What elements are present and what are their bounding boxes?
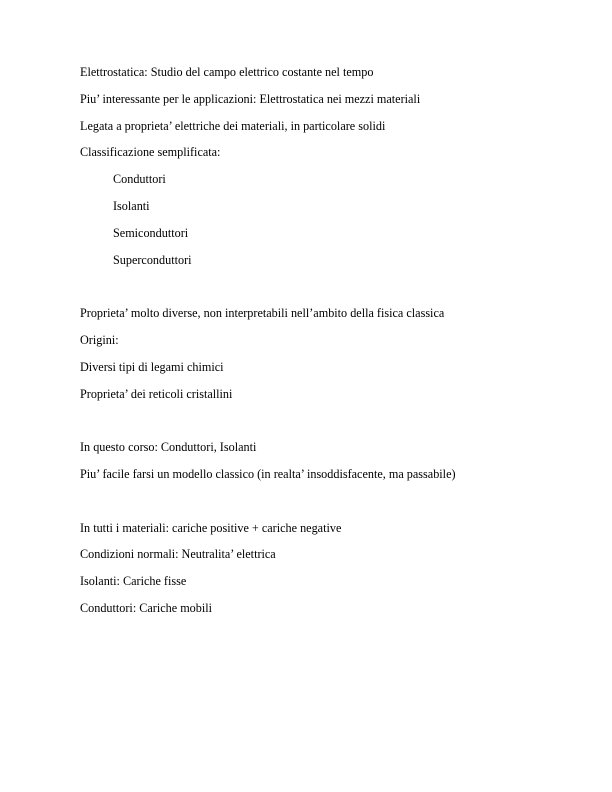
text-line-crystal-lattices: Proprieta’ dei reticoli cristallini: [80, 386, 233, 401]
list-item-semiconduttori: Semiconduttori: [113, 225, 189, 240]
document-body: [80, 64, 580, 627]
list-item-isolanti: Isolanti: [113, 198, 150, 213]
text-line-classification-heading: Classificazione semplificata:: [80, 145, 221, 160]
list-item-conduttori: Conduttori: [113, 172, 166, 187]
list-item-superconduttori: Superconduttori: [113, 252, 192, 267]
text-line-neutrality: Condizioni normali: Neutralita’ elettrica: [80, 547, 276, 562]
text-line-charges-all-materials: In tutti i materiali: cariche positive + cariche negative: [80, 520, 342, 535]
text-line-electrostatics-definition: Elettrostatica: Studio del campo elettrico costante nel tempo: [80, 65, 374, 79]
text-line-different-properties: Proprieta’ molto diverse, non interpretabili nell’ambito della fisica classica: [80, 306, 445, 321]
text-line-course-scope: In questo corso: Conduttori, Isolanti: [80, 440, 257, 455]
text-line-classical-model: Piu’ facile farsi un modello classico (in realta’ insoddisfacente, ma passabile): [80, 466, 456, 481]
text-line-applications: Piu’ interessante per le applicazioni: Elettrostatica nei mezzi materiali: [80, 91, 421, 106]
text-line-origins-heading: Origini:: [80, 332, 119, 347]
text-line-chemical-bonds: Diversi tipi di legami chimici: [80, 359, 224, 374]
paragraph-gap: [80, 493, 580, 509]
text-line-conductors-mobile-charges: Conduttori: Cariche mobili: [80, 600, 213, 615]
paragraph-gap: [80, 412, 580, 428]
text-line-material-properties: Legata a proprieta’ elettriche dei materiali, in particolare solidi: [80, 118, 386, 133]
paragraph-gap: [80, 278, 580, 294]
text-line-insulators-fixed-charges: Isolanti: Cariche fisse: [80, 574, 187, 589]
